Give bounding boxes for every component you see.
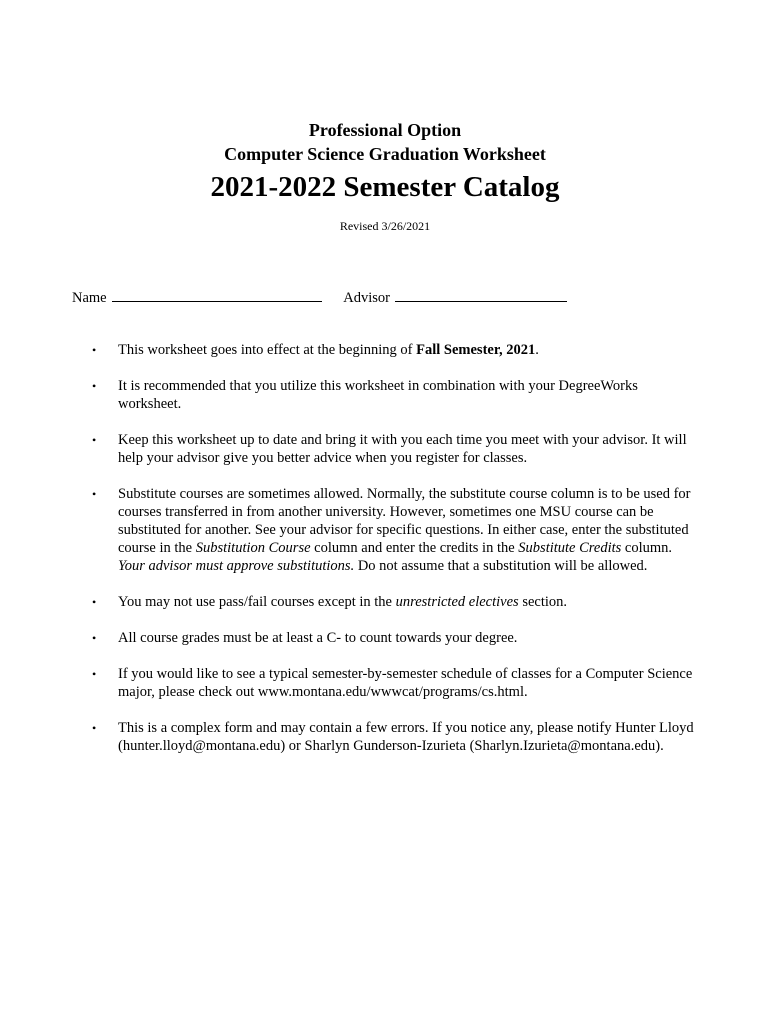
bullet-italic-text: unrestricted electives [395, 594, 519, 610]
student-fields [72, 287, 567, 307]
bullet-italic-text: Your advisor must approve substitutions. [118, 558, 355, 574]
name-label: Name [72, 290, 107, 306]
bullet-text: It is recommended that you utilize this worksheet in combination with your DegreeWorks worksheet. [118, 378, 638, 412]
advisor-field [343, 287, 567, 307]
bullet-icon: • [92, 595, 97, 609]
document-header [0, 118, 770, 234]
list-item [92, 431, 702, 467]
name-blank-line [112, 287, 322, 302]
list-item [92, 377, 702, 413]
bullet-icon: • [92, 667, 97, 681]
list-item [92, 665, 702, 701]
bullet-italic-text: Substitution Course [195, 540, 311, 556]
revised-date: Revised 3/26/2021 [339, 219, 431, 233]
bullet-text: column and enter the credits in the [310, 540, 519, 556]
bullet-text: . [535, 342, 539, 358]
advisor-label: Advisor [343, 290, 390, 306]
bullet-icon: • [92, 343, 97, 357]
bullet-text: Do not assume that a substitution will be allowed. [354, 558, 648, 574]
instructions-list [92, 341, 702, 773]
list-item [92, 593, 702, 611]
title-worksheet: Computer Science Graduation Worksheet [224, 144, 546, 164]
bullet-text: All course grades must be at least a C- to count towards your degree. [118, 630, 518, 646]
list-item [92, 719, 702, 755]
title-professional-option: Professional Option [308, 120, 462, 140]
bullet-text: This worksheet goes into effect at the beginning of [118, 342, 417, 358]
bullet-italic-text: Substitute Credits [518, 540, 622, 556]
advisor-blank-line [395, 287, 567, 302]
bullet-text: If you would like to see a typical semester-by-semester schedule of classes for a Computer Science major, please check out www.montana.edu/wwwcat/programs/cs.html. [118, 666, 693, 700]
bullet-text: section. [518, 594, 568, 610]
bullet-text: You may not use pass/fail courses except in the [118, 594, 396, 610]
bullet-icon: • [92, 487, 97, 501]
bullet-icon: • [92, 433, 97, 447]
bullet-icon: • [92, 379, 97, 393]
list-item [92, 629, 702, 647]
bullet-text: This is a complex form and may contain a few errors. If you notice any, please notify Hunter Lloyd (hunter.lloyd@montana.edu) or Sharlyn Gunderson-Izurieta (Sharlyn.Izurieta@montana.edu). [118, 720, 694, 754]
list-item [92, 485, 702, 575]
bullet-bold-text: Fall Semester, 2021 [416, 342, 536, 358]
title-catalog: 2021-2022 Semester Catalog [210, 171, 560, 203]
list-item [92, 341, 702, 359]
bullet-icon: • [92, 721, 97, 735]
bullet-text: column. [621, 540, 673, 556]
bullet-text: Substitute courses are sometimes allowed. Normally, the substitute course column is to be used for courses transferred in from another university. However, sometimes one MSU course can be substituted for another. See your advisor for specific questions. In either case, enter the substituted course in the [118, 486, 691, 556]
bullet-text: Keep this worksheet up to date and bring it with you each time you meet with your advisor. It will help your advisor give you better advice when you register for classes. [118, 432, 687, 466]
bullet-icon: • [92, 631, 97, 645]
